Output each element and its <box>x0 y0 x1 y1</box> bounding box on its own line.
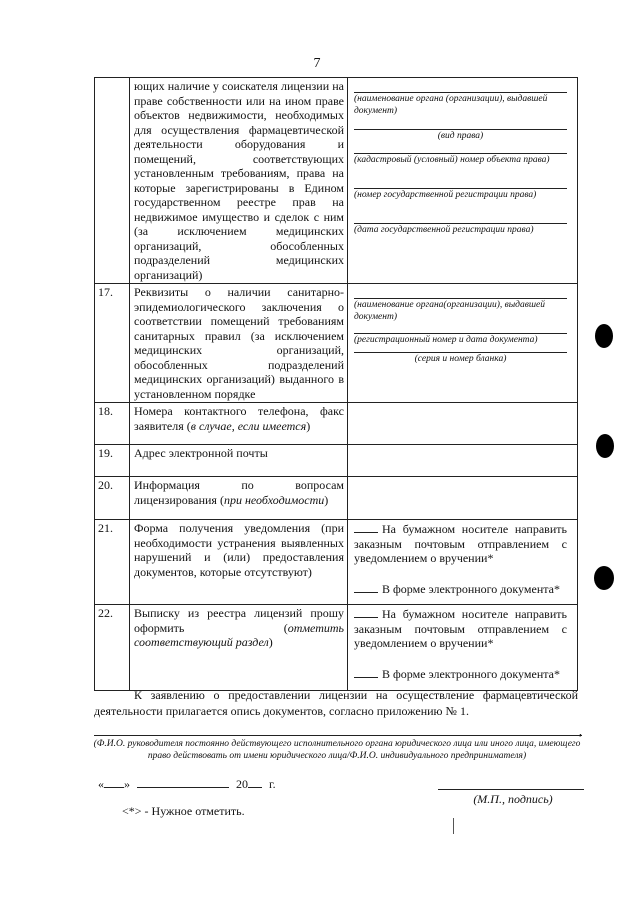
year-blank[interactable] <box>248 776 262 788</box>
date-field[interactable]: « » 20 г. <box>98 777 276 791</box>
signature-caption: (Ф.И.О. руководителя постоянно действующего исполнительного органа юридического лица или иного лица, имеющего право действовать от имени юридического лица/Ф.И.О. индивидуального предпринимателя) <box>93 739 581 761</box>
signature-line[interactable] <box>438 789 584 790</box>
fill-line[interactable] <box>354 166 567 189</box>
page-number: 7 <box>313 56 321 71</box>
day-blank[interactable] <box>104 776 124 788</box>
field-caption: (регистрационный номер и дата документа) <box>354 335 538 345</box>
fill-line[interactable] <box>354 80 567 93</box>
table-row <box>95 284 578 403</box>
row-number: 21. <box>95 520 130 605</box>
field-caption: (кадастровый (условный) номер объекта права) <box>354 155 550 165</box>
option-paper[interactable]: На бумажном носителе направить заказным почтовым отправлением с уведомлением о вручении* <box>354 522 567 565</box>
row-description: Форма получения уведомления (при необходимости устранения выявленных нарушений и (или) предоставления документов, которые отсутствуют) <box>130 520 348 605</box>
table-row <box>95 78 578 284</box>
row-description: ющих наличие у соискателя лицензии на праве собственности или на ином праве объектов недвижимости, необходимых для осуществления фармацевтической деятельности оборудования и помещений, соответствующих установленным требованиям, права на которые зарегистрированы в Едином государственном реестре прав на недвижимое имущество и сделок с ним (за исключением медицинских организаций, обособленных подразделений медицинских организаций) <box>130 78 348 284</box>
month-blank[interactable] <box>137 776 229 788</box>
row-description: Номера контактного телефона, факс заявителя (в случае, если имеется) <box>130 403 348 445</box>
table-row <box>95 477 578 520</box>
fill-line[interactable] <box>354 142 567 154</box>
row-number: 19. <box>95 445 130 477</box>
application-form-table <box>94 77 578 691</box>
checkbox-blank[interactable] <box>354 607 378 618</box>
fill-line[interactable] <box>354 323 567 334</box>
row-description: Адрес электронной почты <box>130 445 348 477</box>
table-row <box>95 403 578 445</box>
field-caption: (наименование органа (организации), выдавшей документ) <box>354 94 548 116</box>
notice-form-options <box>348 520 578 605</box>
row-number: 18. <box>95 403 130 445</box>
phone-field[interactable] <box>348 403 578 445</box>
fill-field-group <box>348 284 578 403</box>
email-field[interactable] <box>348 445 578 477</box>
field-caption: (номер государственной регистрации права) <box>354 190 537 200</box>
attachment-paragraph: К заявлению о предоставлении лицензии на осуществление фармацевтической деятельности прилагается опись документов, согласно приложению № 1. <box>94 688 578 718</box>
licensing-info-field[interactable] <box>348 477 578 520</box>
scan-mark <box>453 818 454 834</box>
punch-hole-mark <box>595 324 613 348</box>
row-number: 17. <box>95 284 130 403</box>
signature-name-line[interactable] <box>94 735 582 736</box>
field-caption: (наименование органа(организации), выдавшей документ) <box>354 300 545 322</box>
row-number <box>95 78 130 284</box>
punch-hole-mark <box>596 434 614 458</box>
checkbox-blank[interactable] <box>354 582 378 593</box>
row-description: Информация по вопросам лицензирования (при необходимости) <box>130 477 348 520</box>
field-caption: (серия и номер бланка) <box>414 354 507 364</box>
field-caption: (вид права) <box>437 131 484 141</box>
row-number: 20. <box>95 477 130 520</box>
row-description: Выписку из реестра лицензий прошу оформить (отметить соответствующий раздел) <box>130 605 348 691</box>
table-row <box>95 445 578 477</box>
stamp-signature-caption: (М.П., подпись) <box>473 792 553 806</box>
checkbox-blank[interactable] <box>354 667 378 678</box>
extract-form-options <box>348 605 578 691</box>
checkbox-blank[interactable] <box>354 522 378 533</box>
footnote: <*> - Нужное отметить. <box>122 804 245 818</box>
punch-hole-mark <box>594 566 614 590</box>
fill-line[interactable] <box>354 201 567 224</box>
table-row <box>95 520 578 605</box>
fill-line[interactable] <box>354 346 567 353</box>
fill-field-group <box>348 78 578 284</box>
field-caption: (дата государственной регистрации права) <box>354 225 534 235</box>
table-row <box>95 605 578 691</box>
fill-line[interactable] <box>354 286 567 299</box>
row-number: 22. <box>95 605 130 691</box>
row-description: Реквизиты о наличии санитарно-эпидемиологического заключения о соответствии помещений требованиям санитарных правил (за исключением медицинских организаций, обособленных подразделений медицинских организаций) выданного в установленном порядке <box>130 284 348 403</box>
option-electronic[interactable]: В форме электронного документа* <box>354 667 567 682</box>
signature-comma: , <box>579 724 582 738</box>
option-electronic[interactable]: В форме электронного документа* <box>354 582 567 597</box>
option-paper[interactable]: На бумажном носителе направить заказным почтовым отправлением с уведомлением о вручении* <box>354 607 567 650</box>
fill-line[interactable] <box>354 117 567 130</box>
